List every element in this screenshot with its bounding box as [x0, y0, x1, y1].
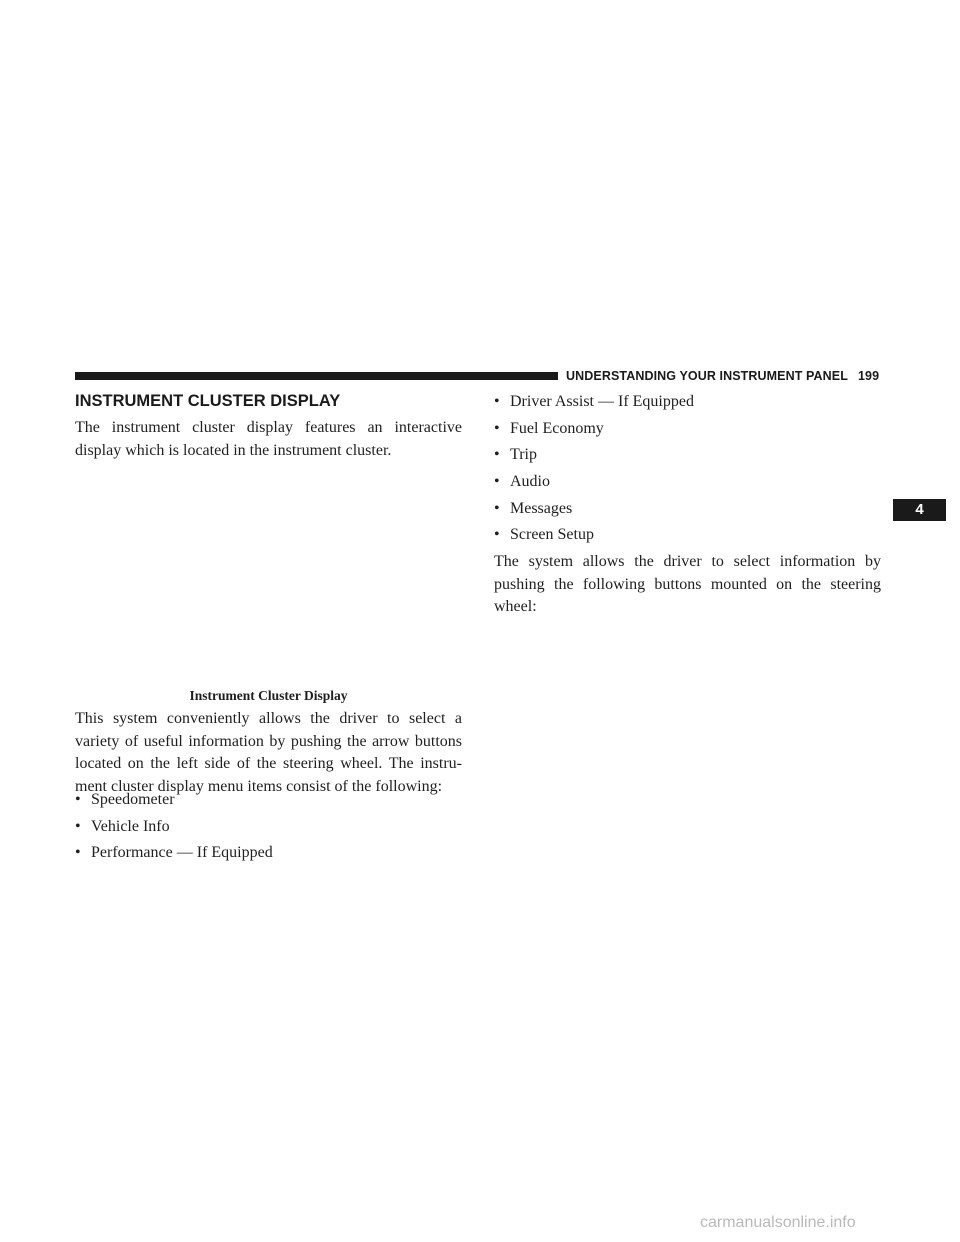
list-item: • Fuel Economy [494, 418, 694, 445]
list-item: • Trip [494, 444, 694, 471]
instrument-cluster-figure [75, 472, 462, 677]
bullet-icon: • [75, 844, 81, 862]
intro-paragraph: The instrument cluster display features an interactive display which is located in the instrument cluster. [75, 419, 462, 459]
bullet-icon: • [494, 393, 500, 410]
list-item: • Vehicle Info [75, 816, 273, 843]
menu-list-right [494, 391, 694, 551]
body-paragraph: This system conveniently allows the driver to select a variety of useful information by pushing the arrow buttons located on the left side of the steering wheel. The instru- ment cluster display menu items consist of the following: [75, 710, 462, 795]
bullet-icon: • [494, 419, 500, 437]
page-number: 199 [857, 369, 880, 383]
bullet-icon: • [75, 817, 81, 835]
running-header [566, 369, 879, 383]
bullet-icon: • [494, 473, 500, 491]
header-title: UNDERSTANDING YOUR INSTRUMENT PANEL [566, 369, 848, 383]
list-item: • Screen Setup [494, 524, 694, 551]
steering-buttons-paragraph: The system allows the driver to select information by pushing the following buttons mounted on the steering wheel: [494, 553, 881, 615]
list-item: • Audio [494, 471, 694, 498]
list-item: • Performance — If Equipped [75, 842, 273, 869]
chapter-tab: 4 [893, 499, 946, 521]
bullet-icon: • [494, 526, 500, 544]
bullet-icon: • [75, 791, 81, 808]
menu-list-left [75, 789, 273, 869]
bullet-icon: • [494, 446, 500, 464]
section-heading: INSTRUMENT CLUSTER DISPLAY [75, 392, 341, 410]
header-rule [75, 372, 558, 380]
watermark: carmanualsonline.info [700, 1214, 856, 1231]
bullet-icon: • [494, 499, 500, 517]
list-item: • Driver Assist — If Equipped [494, 391, 694, 418]
list-item: • Speedometer [75, 789, 273, 816]
list-item: • Messages [494, 498, 694, 525]
figure-caption: Instrument Cluster Display [189, 688, 348, 703]
